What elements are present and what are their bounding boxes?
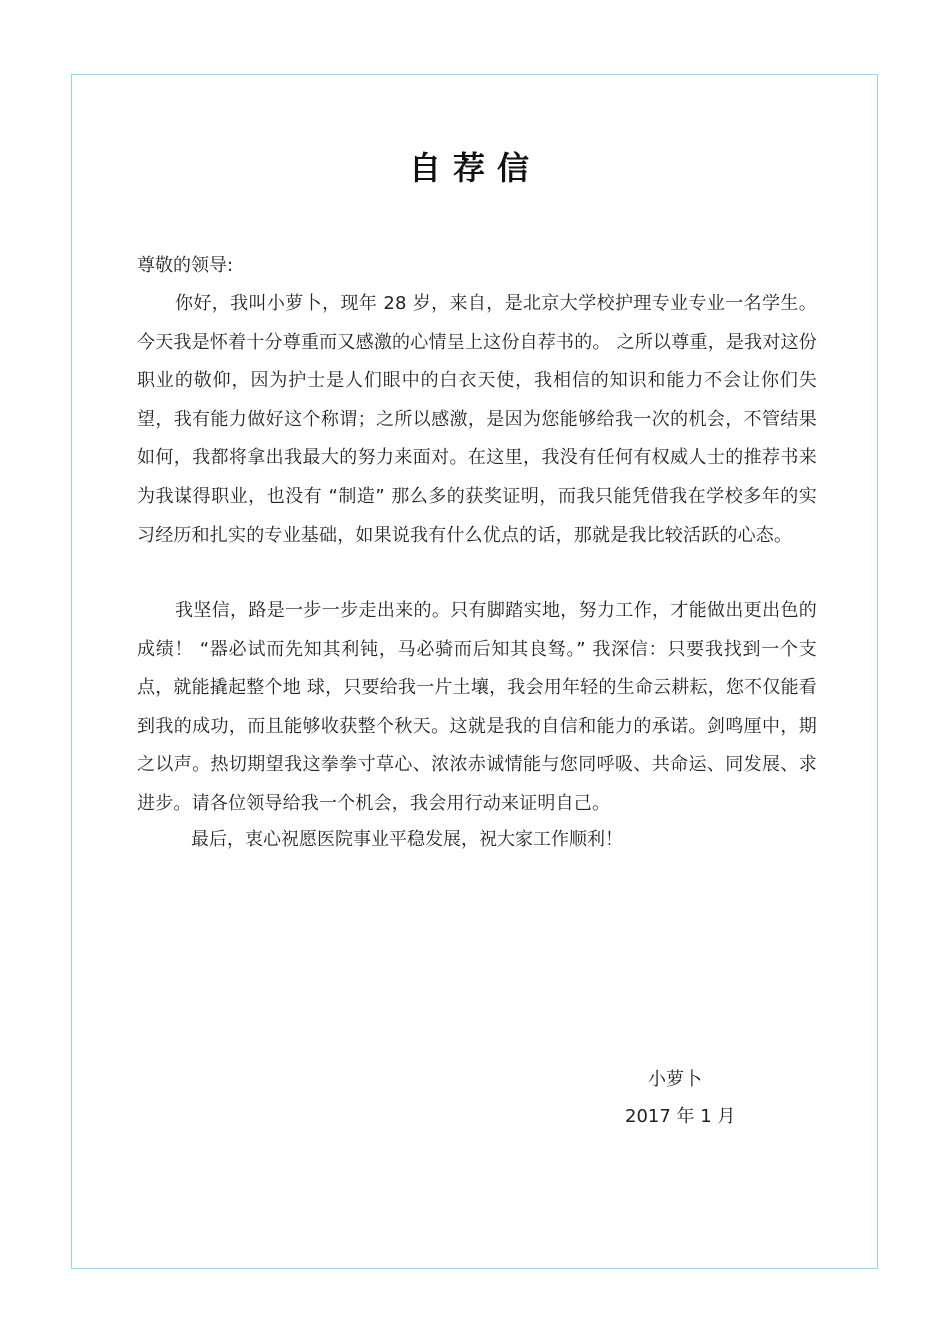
signer-name: 小萝卜	[648, 1069, 702, 1090]
letter-date: 2017 年 1 月	[625, 1106, 736, 1127]
salutation: 尊敬的领导:	[137, 255, 234, 276]
body-paragraph-2: 我坚信，路是一步一步走出来的。只有脚踏实地，努力工作，才能做出更出色的成绩！ “器必试而先知其利钝，马必骑而后知其良驽。” 我深信：只要我找到一个支点，就能撬起整个地 球，只要给我一片土壤，我会用年轻的生命云耕耘，您不仅能看到我的成功，而且能够收获整个秋天。这就是我的自信和能力的承诺。剑鸣厘中，期之以声。热切期望我这拳拳寸草心、浓浓赤诚情能与您同呼吸、共命运、同发展、求进步。请各位领导给我一个机会，我会用行动来证明自己。	[137, 600, 817, 814]
letter-title: 自荐信	[408, 149, 541, 187]
closing-line: 最后，衷心祝愿医院事业平稳发展，祝大家工作顺利！	[191, 829, 623, 850]
body-paragraph-1: 你好，我叫小萝卜，现年 28 岁，来自，是北京大学校护理专业专业一名学生。今天我是怀着十分尊重而又感激的心情呈上这份自荐书的。 之所以尊重，是我对这份职业的敬仰，因为护士是人们眼中的白衣天使，我相信的知识和能力不会让你们失望，我有能力做好这个称谓；之所以感激，是因为您能够给我一次的机会，不管结果如何，我都将拿出我最大的努力来面对。在这里，我没有任何有权威人士的推荐书来为我谋得职业，也没有 “制造” 那么多的获奖证明，而我只能凭借我在学校多年的实习经历和扎实的专业基础，如果说我有什么优点的话，那就是我比较活跃的心态。	[137, 293, 817, 546]
